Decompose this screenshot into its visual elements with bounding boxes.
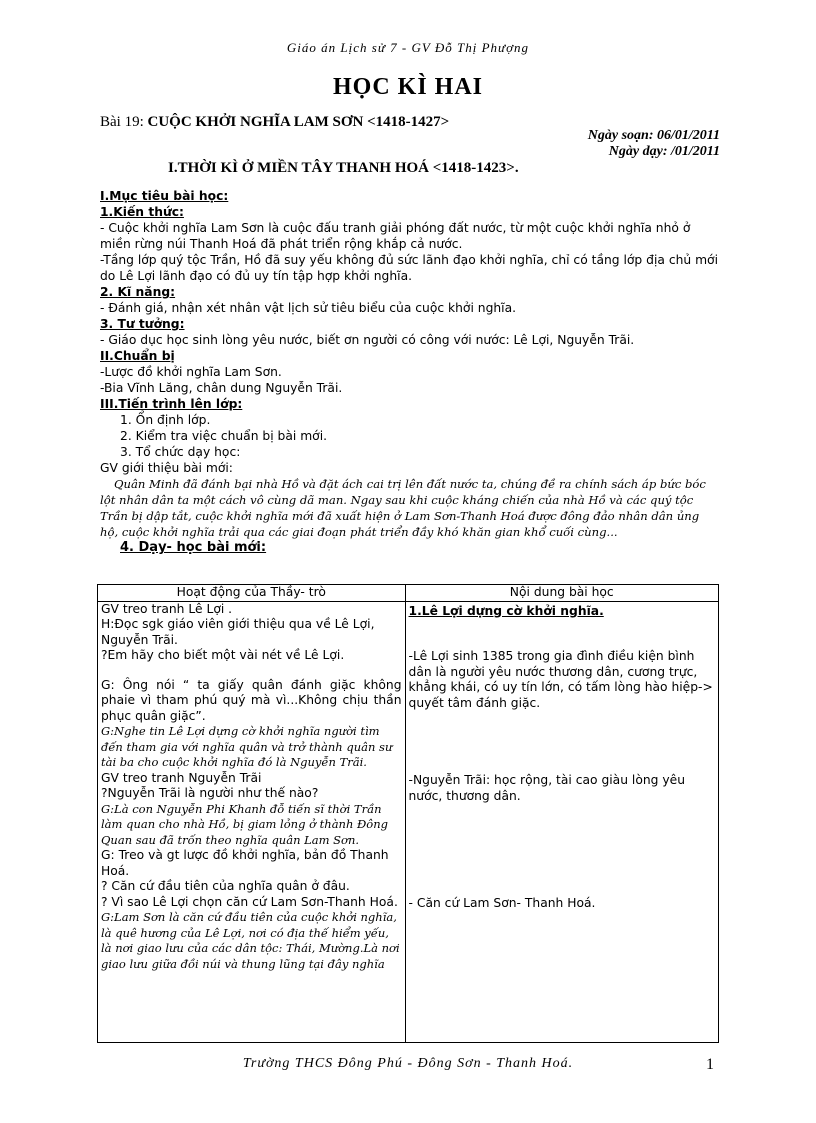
thought-1: - Giáo dục học sinh lòng yêu nước, biết ơn người có công với nước: Lê Lợi, Nguyễn Trãi. <box>100 333 635 347</box>
content-nguyentrai: -Nguyễn Trãi: học rộng, tài cao giàu lòng yêu nước, thương dân. <box>408 773 685 803</box>
objectives-heading: I.Mục tiêu bài học: <box>100 189 229 203</box>
knowledge-heading: 1.Kiến thức: <box>100 205 184 219</box>
thought-heading: 3. Tư tưởng: <box>100 317 185 331</box>
activity-line: H:Đọc sgk giáo viên giới thiệu qua về Lê Lợi, Nguyễn Trãi. <box>101 617 375 647</box>
prep-2: -Bia Vĩnh Lăng, chân dung Nguyễn Trãi. <box>100 381 343 395</box>
prep-heading: II.Chuẩn bị <box>100 349 175 363</box>
content-cell <box>405 601 718 1042</box>
process-item-1: 1. Ổn định lớp. <box>120 413 211 427</box>
process-item-3: 3. Tổ chức dạy học: <box>120 445 241 459</box>
content-heading: 1.Lê Lợi dựng cờ khởi nghĩa. <box>408 603 604 618</box>
process-heading: III.Tiến trình lên lớp: <box>100 397 243 411</box>
process-item-2: 2. Kiểm tra việc chuẩn bị bài mới. <box>120 429 328 443</box>
skill-heading: 2. Kĩ năng: <box>100 285 176 299</box>
activity-cell <box>98 601 406 1042</box>
activity-line: GV treo tranh Lê Lợi . <box>101 601 233 616</box>
prep-1: -Lược đồ khởi nghĩa Lam Sơn. <box>100 365 282 379</box>
col-header-content: Nội dung bài học <box>405 585 718 602</box>
page-header: Giáo án Lịch sử 7 - GV Đỗ Thị Phượng <box>286 40 530 55</box>
section-title: I.THỜI KÌ Ở MIỀN TÂY THANH HOÁ <1418-1423>. <box>168 160 519 176</box>
content-leloi: -Lê Lợi sinh 1385 trong gia đình điều kiện bình dân là người yêu nước thương dân, cương trực, khẳng khái, có uy tín lớn, có tấm lòng hào hiệp-> quyết tâm đánh giặc. <box>408 649 713 710</box>
date-prepared: Ngày soạn: 06/01/2011 <box>587 128 720 143</box>
page-title: HỌC KÌ HAI <box>332 74 483 100</box>
objectives-block <box>100 188 718 556</box>
knowledge-1: - Cuộc khởi nghĩa Lam Sơn là cuộc đấu tranh giải phóng đất nước, từ một cuộc khởi nghĩa nhỏ ở miền rừng núi Thanh Hoá đã phát triển rộng khắp cả nước. <box>100 221 691 251</box>
intro-label: GV giới thiệu bài mới: <box>100 461 233 475</box>
date-taught: Ngày dạy: /01/2011 <box>608 144 720 159</box>
activity-line: GV treo tranh Nguyễn Trãi <box>101 770 262 785</box>
activity-line: G:Lam Sơn là căn cứ đầu tiên của cuộc khởi nghĩa, là quê hương của Lê Lợi, nơi có địa thế hiểm yếu, là nơi giao lưu của các dân tộc: Thái, Mường.Là nơi giao lưu giữa đồi núi và thung lũng tại đây nghĩa <box>101 910 400 971</box>
intro-text: Quân Minh đã đánh bại nhà Hồ và đặt ách cai trị lên đất nước ta, chúng đề ra chính sách áp bức bóc lột nhân dân ta một cách vô cùng dã man. Ngay sau khi cuộc kháng chiến của nhà Hồ và các quý tộc Trần bị dập tắt, cuộc khởi nghĩa mới đã xuất hiện ở Lam Sơn-Thanh Hoá được đông đảo nhân dân ủng hộ, cuộc khởi nghĩa trải qua các giai đoạn phát triển đầy khó khăn gian khổ cuối cùng... <box>100 477 706 539</box>
content-base: - Căn cứ Lam Sơn- Thanh Hoá. <box>408 896 596 910</box>
activity-line: ?Nguyễn Trãi là người như thế nào? <box>101 786 319 800</box>
activity-line: ? Căn cứ đầu tiên của nghĩa quân ở đâu. <box>101 879 350 893</box>
col-header-activity: Hoạt động của Thầy- trò <box>98 585 406 602</box>
activity-line: ? Vì sao Lê Lợi chọn căn cứ Lam Sơn-Thanh Hoá. <box>101 894 398 909</box>
lesson-number: Bài 19: <box>100 114 144 130</box>
lesson-name: CUỘC KHỞI NGHĨA LAM SƠN <1418-1427> <box>147 114 450 130</box>
lesson-title <box>100 114 449 131</box>
step4-heading: 4. Dạy- học bài mới: <box>120 540 267 555</box>
page-number: 1 <box>706 1056 714 1073</box>
knowledge-2: -Tầng lớp quý tộc Trần, Hồ đã suy yếu không đủ sức lãnh đạo khởi nghĩa, chỉ có tầng lớp địa chủ mới do Lê Lợi lãnh đạo có đủ uy tín tập hợp khởi nghĩa. <box>100 253 718 283</box>
lesson-table <box>97 584 719 1043</box>
activity-line: G: Treo và gt lược đồ khởi nghĩa, bản đồ Thanh Hoá. <box>101 848 389 878</box>
activity-line: G:Nghe tin Lê Lợi dựng cờ khởi nghĩa người tìm đến tham gia với nghĩa quân và trở thành quân sư tài ba cho cuộc khởi nghĩa đó là Nguyễn Trãi. <box>101 724 393 769</box>
activity-line: G:Là con Nguyễn Phi Khanh đỗ tiến sĩ thời Trần làm quan cho nhà Hồ, bị giam lỏng ở thành Đông Quan sau đã trốn theo nghĩa quân Lam Sơn. <box>101 801 388 847</box>
skill-1: - Đánh giá, nhận xét nhân vật lịch sử tiêu biểu của cuộc khởi nghĩa. <box>100 301 517 315</box>
activity-line: ?Em hãy cho biết một vài nét về Lê Lợi. <box>101 648 345 662</box>
page-footer: Trường THCS Đông Phú - Đông Sơn - Thanh Hoá. <box>242 1056 574 1071</box>
activity-line: G: Ông nói “ ta giấy quân đánh giặc không phaie vì tham phú quý mà vì...Không chịu thần phục quân giặc”. <box>101 677 402 723</box>
